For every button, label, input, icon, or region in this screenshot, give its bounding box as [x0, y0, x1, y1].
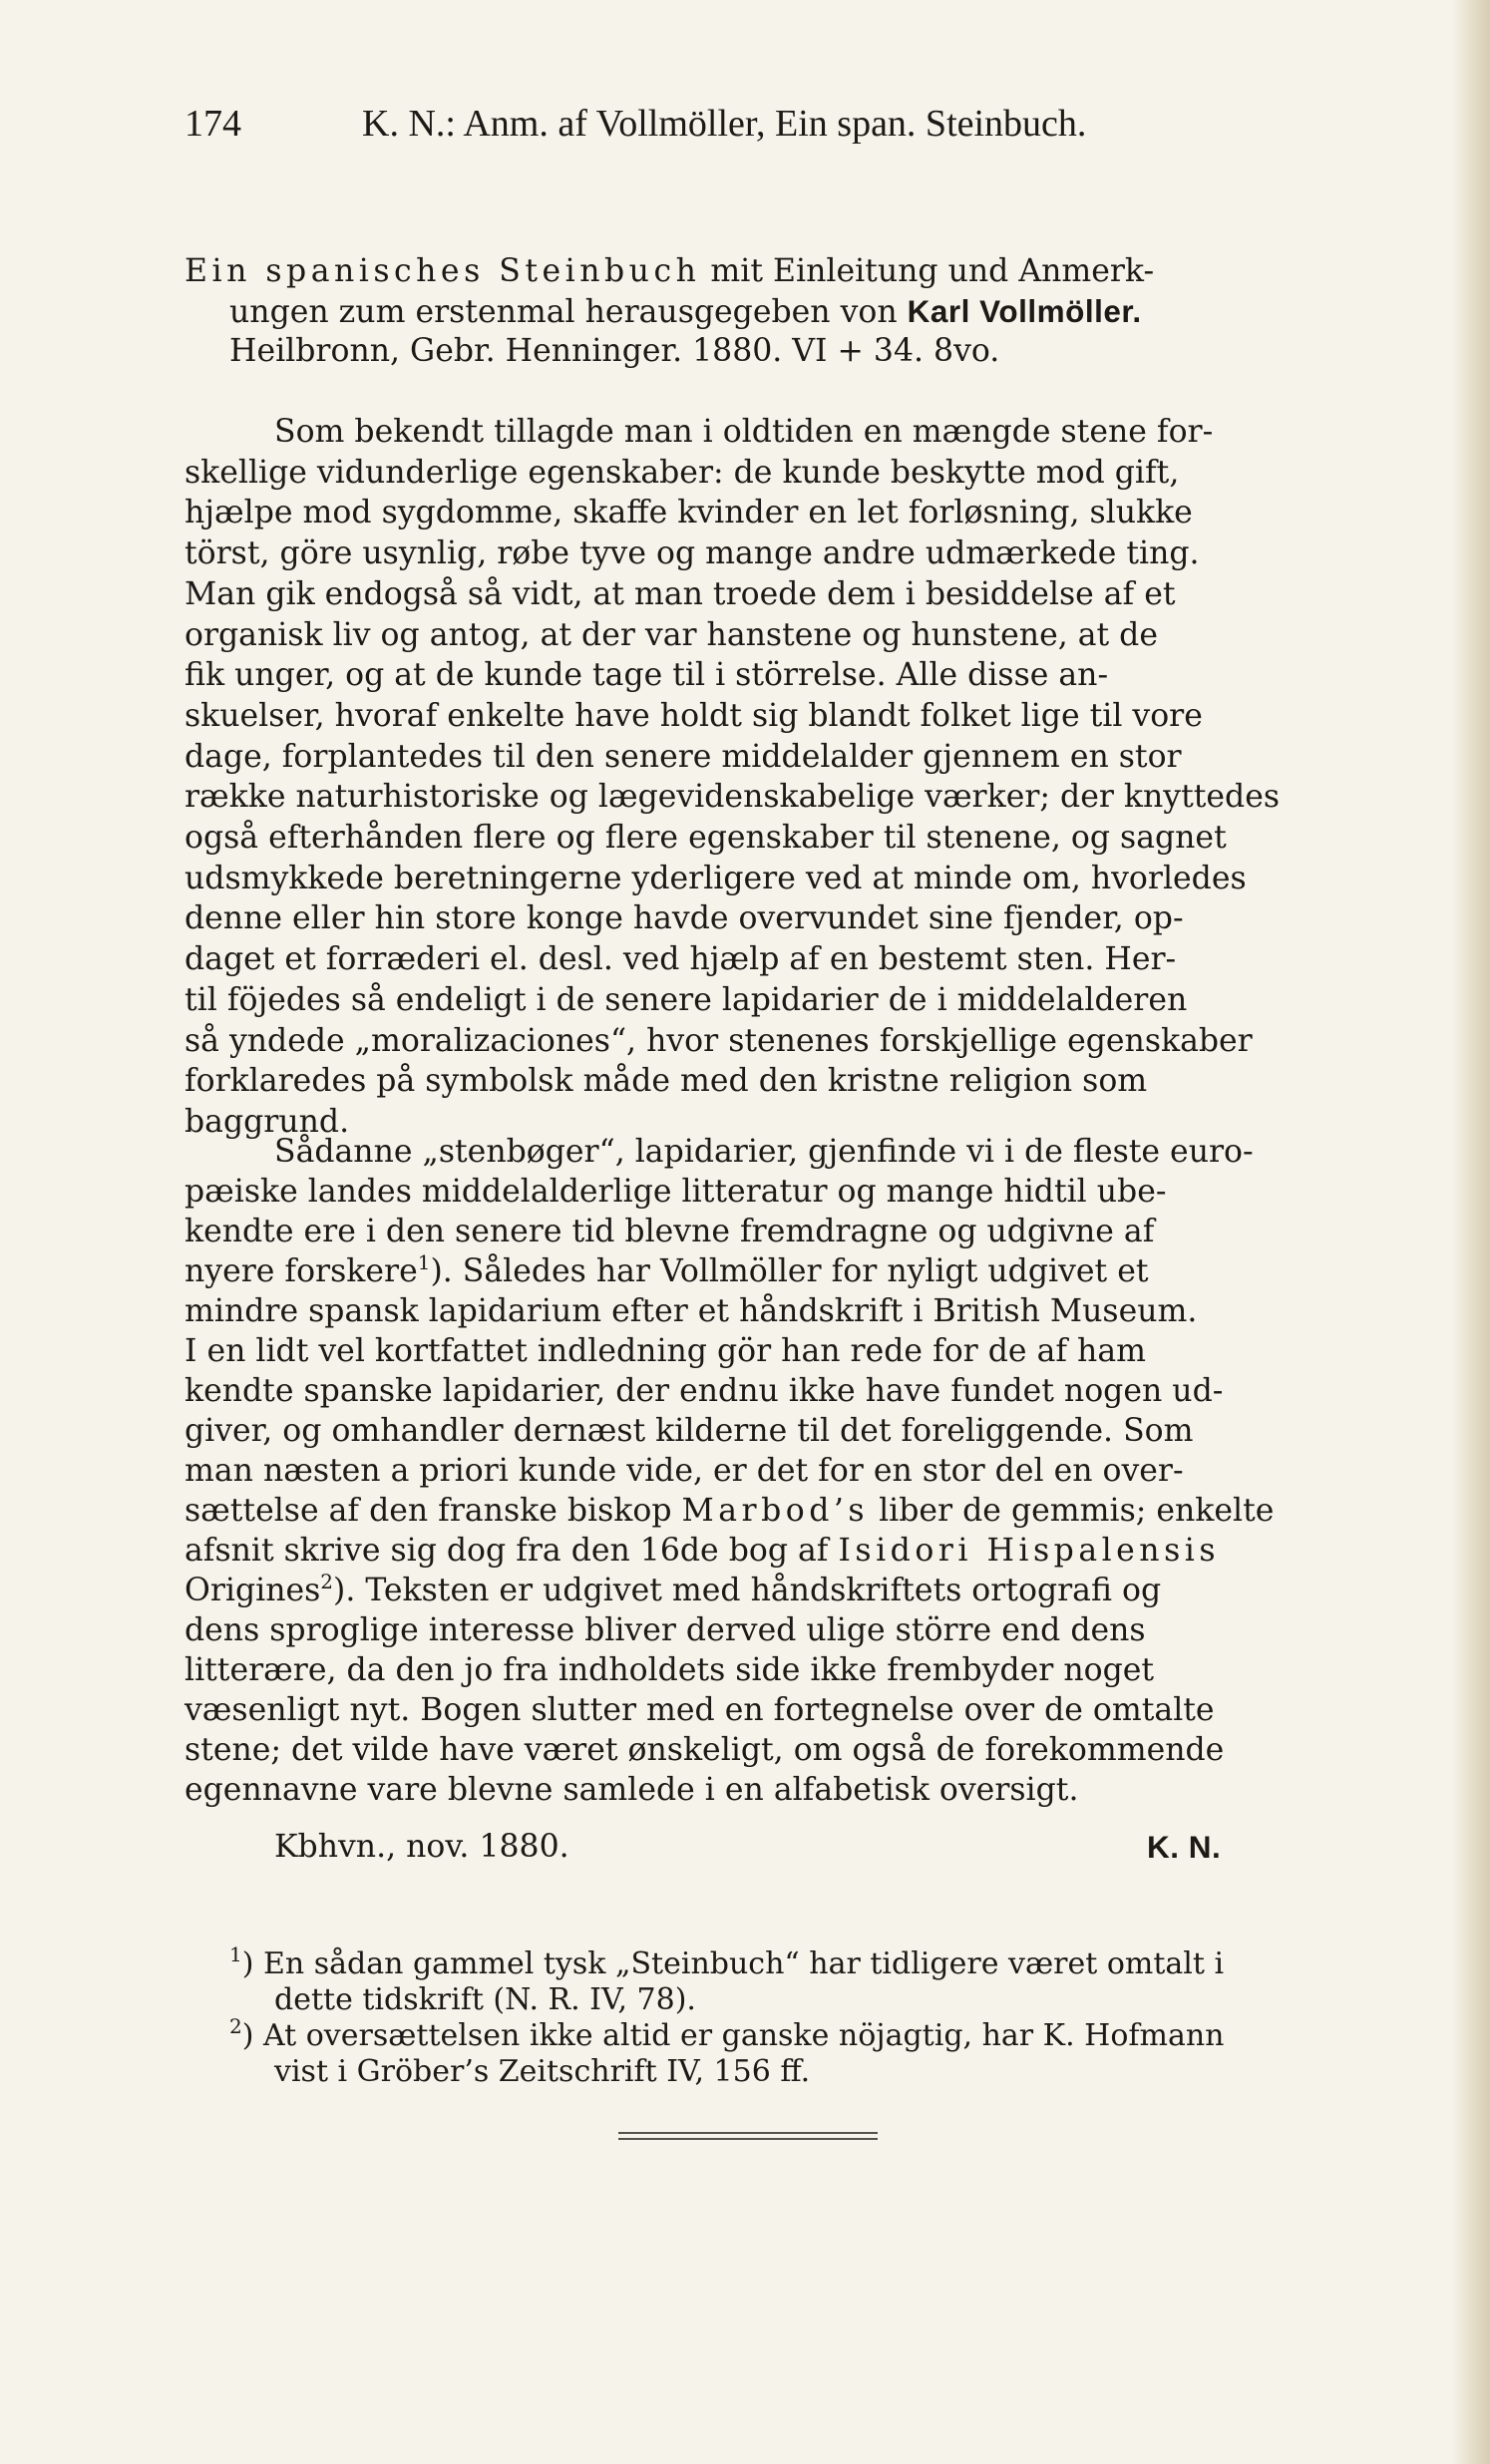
footnote-1-cont: dette tidskrift (N. R. IV, 78).: [274, 1982, 696, 2017]
title-line-2-text: ungen zum erstenmal herausgegeben von: [229, 294, 908, 330]
p1-line: skellige vidunderlige egenskaber: de kunde beskytte mod gift,: [185, 455, 1180, 491]
p2-line: væsenligt nyt. Bogen slutter med en fortegnelse over de omtalte: [185, 1692, 1215, 1728]
p2-text: afsnit skrive sig dog fra den 16de bog af: [185, 1533, 839, 1569]
p2-line: [185, 1491, 1274, 1531]
footnote-1: $^1$) En sådan gammel tysk „Steinbuch“ har tidligere været omtalt i: [229, 1942, 1225, 1981]
p2-line: pæiske landes middelalderlige litteratur og mange hidtil ube-: [185, 1174, 1167, 1210]
p1-line: så yndede „moralizaciones“, hvor stenenes forskjellige egenskaber: [185, 1023, 1253, 1059]
p1-line: daget et forræderi el. desl. ved hjælp af en bestemt sten. Her-: [185, 941, 1177, 977]
p1-line: hjælpe mod sygdomme, skaffe kvinder en let forløsning, slukke: [185, 495, 1193, 530]
footnote-1-mark: 1: [229, 1942, 242, 1966]
p1-line: baggrund.: [185, 1104, 350, 1140]
publication-info: Heilbronn, Gebr. Henninger. 1880. VI + 34. 8vo.: [229, 333, 1000, 369]
p2-line: Sådanne „stenbøger“, lapidarier, gjenfinde vi i de fleste euro-: [274, 1134, 1254, 1170]
p2-line: man næsten a priori kunde vide, er det for en stor del en over-: [185, 1453, 1184, 1489]
p2-line: [185, 1251, 1149, 1291]
running-head: K. N.: Anm. af Vollmöller, Ein span. Steinbuch.: [362, 103, 1087, 145]
p1-line: organisk liv og antog, at der var hanstene og hunstene, at de: [185, 617, 1158, 653]
book-author: Karl Vollmöller.: [907, 293, 1142, 329]
p1-line: række naturhistoriske og lægevidenskabelige værker; der knyttedes: [185, 779, 1281, 815]
p2-line: kendte spanske lapidarier, der endnu ikke have fundet nogen ud-: [185, 1373, 1224, 1409]
p2-line: kendte ere i den senere tid blevne fremdragne og udgivne af: [185, 1214, 1155, 1249]
p2-text: Origines: [185, 1573, 321, 1608]
closing-rule: [618, 2132, 878, 2134]
title-rest: mit Einleitung und Anmerk-: [700, 253, 1155, 289]
footnote-ref-2: 2: [320, 1570, 334, 1593]
p2-line: stene; det vilde have været ønskeligt, om også de forekommende: [185, 1732, 1225, 1768]
p1-line: dage, forplantedes til den senere middelalder gjennem en stor: [185, 739, 1182, 775]
place-date: Kbhvn., nov. 1880.: [274, 1829, 569, 1865]
p1-line: Man gik endogså så vidt, at man troede dem i besiddelse af et: [185, 576, 1176, 612]
review-title-line-2: [229, 291, 1142, 332]
review-title-line-1: [185, 251, 1154, 291]
book-title: Ein spanisches Steinbuch: [185, 253, 701, 289]
p1-line: udsmykkede beretningerne yderligere ved at minde om, hvorledes: [185, 861, 1247, 896]
p1-line: til föjedes så endeligt i de senere lapidarier de i middelalderen: [185, 982, 1188, 1018]
p1-line: skuelser, hvoraf enkelte have holdt sig blandt folket lige til vore: [185, 698, 1203, 734]
p1-line: fik unger, og at de kunde tage til i störrelse. Alle disse an-: [185, 657, 1109, 693]
p2-text: nyere forskere: [185, 1253, 418, 1289]
p2-line: [185, 1531, 1220, 1571]
p1-line: forklaredes på symbolsk måde med den kristne religion som: [185, 1063, 1148, 1099]
footnote-1-text: En sådan gammel tysk „Steinbuch“ har tidligere været omtalt i: [262, 1946, 1225, 1981]
p1-line: også efterhånden flere og flere egenskaber til stenene, og sagnet: [185, 820, 1227, 856]
closing-rule: [618, 2138, 878, 2140]
p2-text: ). Teksten er udgivet med håndskriftets ortografi og: [333, 1573, 1162, 1608]
p2-line: litterære, da den jo fra indholdets side ikke frembyder noget: [185, 1652, 1155, 1688]
reviewer-initials: K. N.: [1147, 1829, 1222, 1865]
p2-line: giver, og omhandler dernæst kilderne til det foreliggende. Som: [185, 1413, 1194, 1449]
footnote-2: $^2$) At oversættelsen ikke altid er ganske nöjagtig, har K. Hofmann: [229, 2014, 1225, 2053]
page-edge-shadow: [1452, 0, 1490, 2464]
p2-line: dens sproglige interesse bliver derved ulige större end dens: [185, 1612, 1146, 1648]
p1-line: törst, göre usynlig, røbe tyve og mange andre udmærkede ting.: [185, 535, 1200, 571]
p2-line: [185, 1571, 1161, 1610]
author-isidori: Isidori Hispalensis: [838, 1533, 1221, 1569]
footnote-2-text: At oversættelsen ikke altid er ganske nöjagtig, har K. Hofmann: [262, 2018, 1225, 2053]
footnote-2-cont: vist i Gröber’s Zeitschrift IV, 156 ff.: [274, 2054, 811, 2089]
p2-text: liber de gemmis; enkelte: [869, 1493, 1275, 1529]
p2-line: I en lidt vel kortfattet indledning gör han rede for de af ham: [185, 1333, 1146, 1369]
author-marbod: Marbod’s: [681, 1493, 870, 1529]
footnote-2-mark: 2: [229, 2014, 242, 2038]
p2-line: egennavne vare blevne samlede i en alfabetisk oversigt.: [185, 1772, 1079, 1808]
p2-text: sættelse af den franske biskop: [185, 1493, 682, 1529]
p1-line: denne eller hin store konge havde overvundet sine fjender, op-: [185, 900, 1184, 936]
page-number: 174: [185, 103, 241, 145]
footnote-ref-1: 1: [417, 1250, 431, 1274]
p1-line: Som bekendt tillagde man i oldtiden en mængde stene for-: [274, 414, 1214, 450]
p2-text: ). Således har Vollmöller for nyligt udgivet et: [430, 1253, 1149, 1289]
p2-line: mindre spansk lapidarium efter et håndskrift i British Museum.: [185, 1293, 1198, 1329]
